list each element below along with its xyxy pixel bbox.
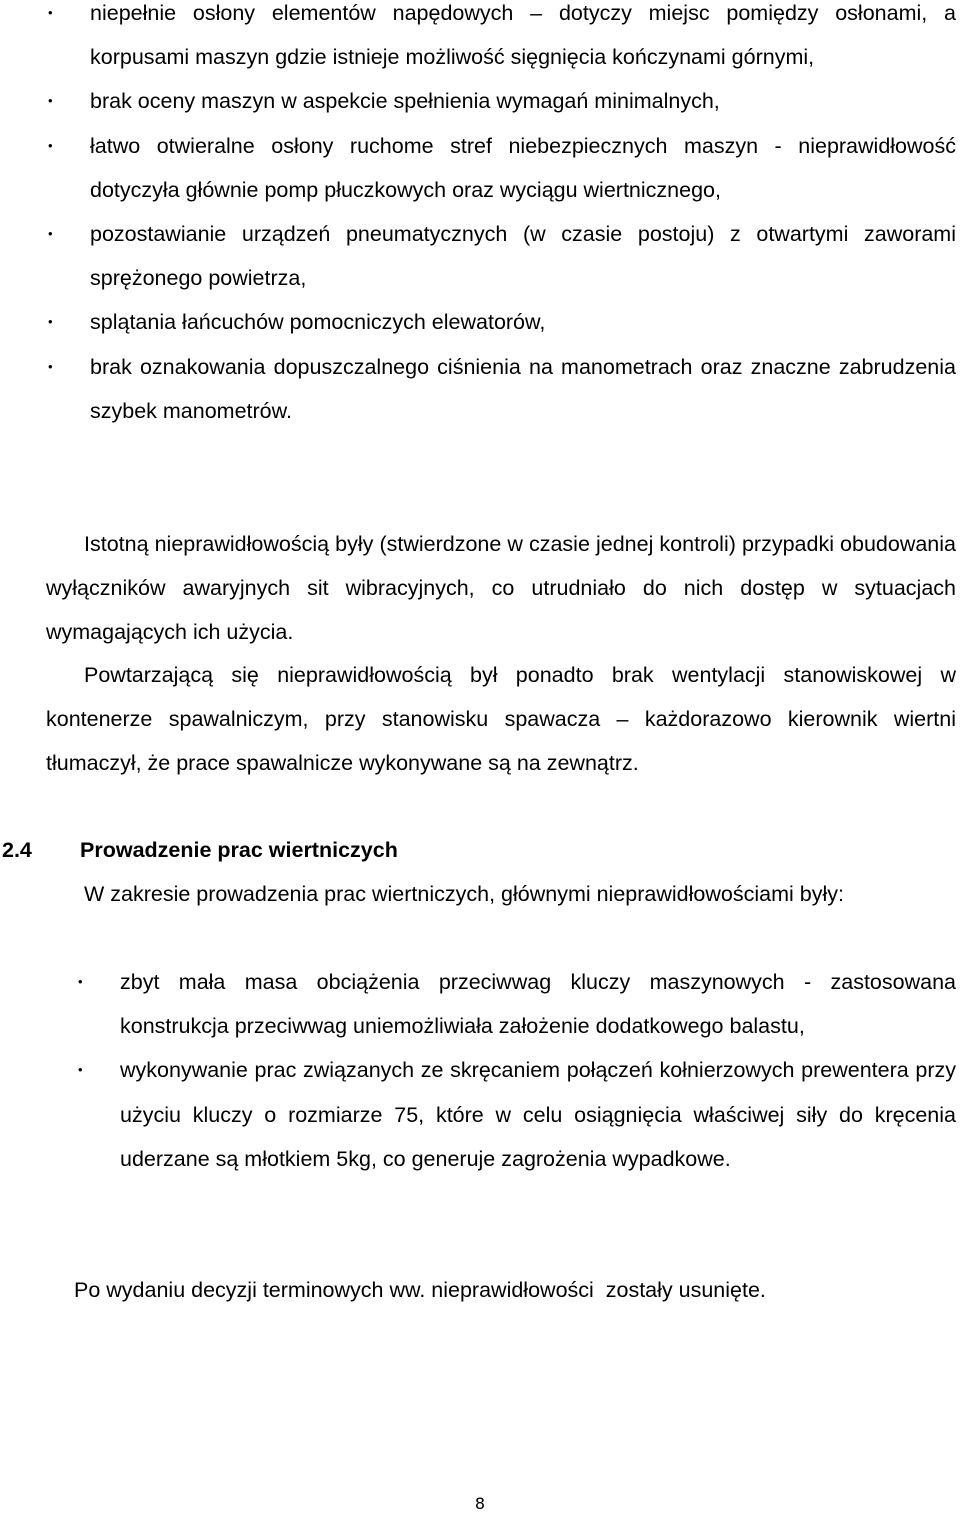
list-item-text: brak oceny maszyn w aspekcie spełnienia wymagań minimalnych, xyxy=(90,89,720,114)
list-item xyxy=(48,124,956,212)
list-item xyxy=(48,300,956,344)
bullet-icon: • xyxy=(48,93,53,109)
bullet-icon: • xyxy=(78,974,83,989)
list-item xyxy=(78,960,956,1048)
list-item-text: brak oznakowania dopuszczalnego ciśnienia na manometrach oraz znaczne zabrudzenia szybek manometrów. xyxy=(90,354,956,423)
closing-paragraph: Po wydaniu decyzji terminowych ww. nieprawidłowości zostały usunięte. xyxy=(74,1278,766,1302)
bullet-icon: • xyxy=(48,5,53,20)
list-item-text: niepełnie osłony elementów napędowych – dotyczy miejsc pomiędzy osłonami, a korpusami maszyn gdzie istnieje możliwość sięgnięcia kończynami górnymi, xyxy=(90,1,956,70)
list-item-text: łatwo otwieralne osłony ruchome stref niebezpiecznych maszyn - nieprawidłowość dotyczyła głównie pomp płuczkowych oraz wyciągu wiertnicznego, xyxy=(90,133,956,202)
bullet-icon: • xyxy=(78,1062,83,1078)
list-item-text: wykonywanie prac związanych ze skręcaniem połączeń kołnierzowych prewentera przy użyciu kluczy o rozmiarze 75, które w celu osiągnięcia właściwej siły do kręcenia uderzane są młotkiem 5kg, co generuje zagrożenia wypadkowe. xyxy=(120,1058,956,1171)
bullet-icon: • xyxy=(48,137,53,153)
list-item xyxy=(48,0,956,79)
section-title: Prowadzenie prac wiertniczych xyxy=(80,838,398,862)
list-item xyxy=(48,212,956,300)
section-number: 2.4 xyxy=(2,838,32,862)
list-item xyxy=(48,79,956,123)
deficiency-list-machines xyxy=(48,0,956,433)
page-number: 8 xyxy=(474,1494,486,1513)
list-item-text: zbyt mała masa obciążenia przeciwwag kluczy maszynowych - zastosowana konstrukcja przeciwwag uniemożliwiała założenie dodatkowego balastu, xyxy=(120,970,956,1039)
list-item-text: splątania łańcuchów pomocniczych elewatorów, xyxy=(90,310,546,335)
list-item xyxy=(48,345,956,433)
list-item-text: pozostawianie urządzeń pneumatycznych (w czasie postoju) z otwartymi zaworami sprężonego powietrza, xyxy=(90,222,956,291)
bullet-icon: • xyxy=(48,358,53,374)
paragraph-welding-ventilation: Powtarzającą się nieprawidłowością był ponadto brak wentylacji stanowiskowej w kontenerze spawalniczym, przy stanowisku spawacza – każdorazowo kierownik wiertni tłumaczył, że prace spawalnicze wykonywane są na zewnątrz. xyxy=(46,663,956,775)
paragraph-drilling-intro: W zakresie prowadzenia prac wiertniczych, głównymi nieprawidłowościami były: xyxy=(84,882,844,906)
bullet-icon: • xyxy=(48,226,53,242)
list-item xyxy=(78,1048,956,1181)
paragraph-emergency-switches: Istotną nieprawidłowością były (stwierdzone w czasie jednej kontroli) przypadki obudowania wyłączników awaryjnych sit wibracyjnych, co utrudniało do nich dostęp w sytuacjach wymagających ich użycia. xyxy=(46,532,956,644)
section-heading xyxy=(0,828,398,872)
bullet-icon: • xyxy=(48,314,53,330)
deficiency-list-drilling xyxy=(78,960,956,1181)
